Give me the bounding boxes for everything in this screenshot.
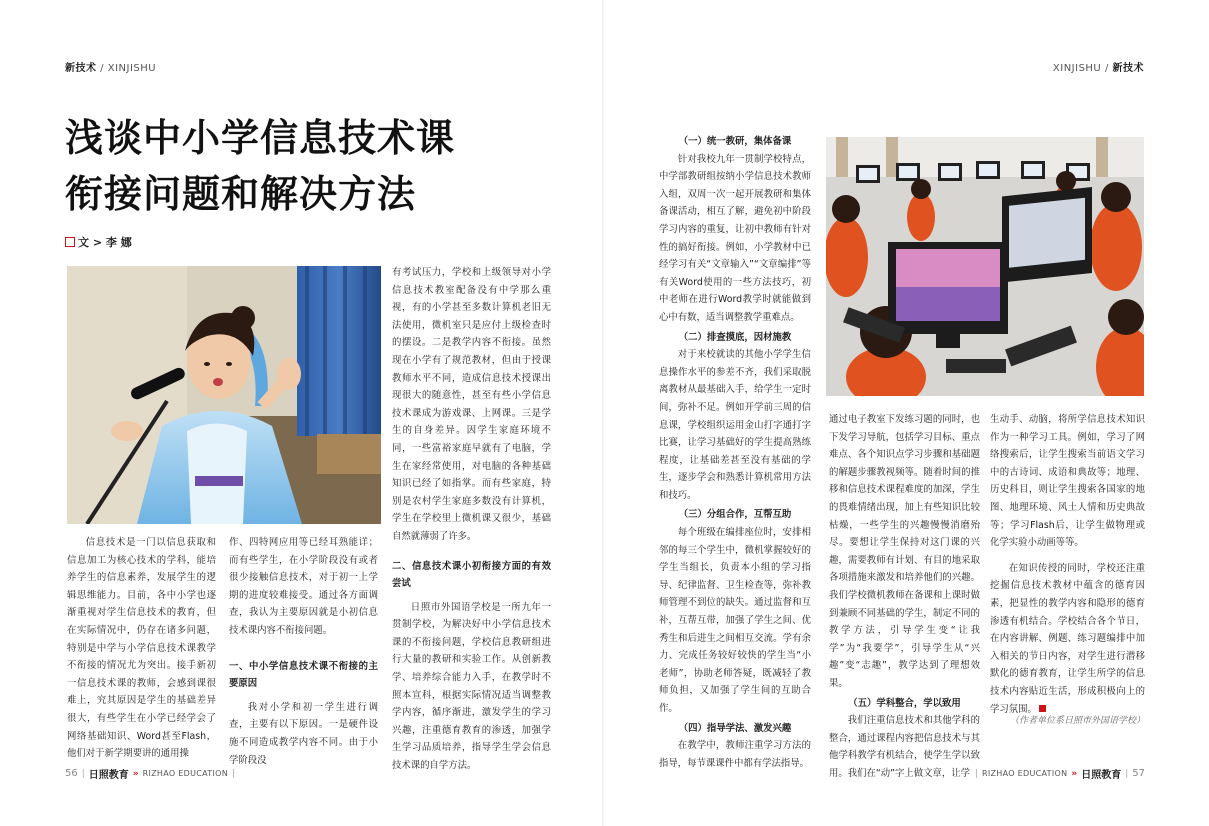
paragraph: 我对小学和初一学生进行调查，主要有以下原因。一是硬件设施不同造成教学内容不同。由于小学阶段没 [229,701,378,766]
subsection-heading: （五）学科整合，学以致用 [848,697,961,709]
end-of-article-icon [1039,705,1046,712]
paragraph-text: 在知识传授的同时，学校还注重挖掘信息技术教材中蕴含的德育因素，把显性的教学内容和隐形的德育渗透有机结合。学校结合各个节日，在内容讲解、例题、练习题编排中加入相关的节日内容，对学生进行潜移默化的德育教育，让学生所学的信息技术内容贴近生活，形成积极向上的学习氛围。 [990,562,1145,715]
photo-girl-singing [67,266,381,524]
text-column-1 [67,534,216,763]
section-name-en: XINJISHU [107,63,157,74]
magazine-name-en: RIZHAO EDUCATION [142,769,229,778]
photo-computer-class-image [826,137,1144,396]
text-column-3 [392,264,551,775]
running-header-right: XINJISHU / 新技术 [1052,63,1144,74]
article-title [65,110,565,222]
paragraph: 每个班级在编排座位时，安排相邻的每三个学生中，微机掌握较好的学生当组长，负责本小组的学习指导、纪律监督、卫生检查等，弥补教师管理不到位的缺失。通过监督和互补，互帮互带，加强了学生之间、优秀生和后进生之间相互交流。学有余力、完成任务较好较快的学生当“小老师”，协助老师答疑，既减轻了教师负担，又加强了学生间的互助合作。 [659,527,811,714]
text-column-4 [659,133,811,772]
paragraph: 对于来校就读的其他小学学生信息操作水平的参差不齐，我们采取脱离教材从最基础入手，给学生一定时间，弥补不足。例如开学前三周的信息课，学校组织运用金山打字通打字比赛，让学习基础好的学生提高熟练程度，让基础差甚至没有基础的学生，逐步学会和熟悉计算机常用方法和技巧。 [659,349,811,501]
title-line-2: 衔接问题和解决方法 [65,172,417,216]
photo-computer-class [826,137,1144,396]
running-header-left: 新技术 / XINJISHU [65,63,157,74]
divider: | [974,768,978,779]
paragraph: 日照市外国语学校是一所九年一贯制学校，为解决好中小学信息技术课的不衔接问题，学校信息教研组进行大量的教研和实验工作。从创新教学、培养综合能力入手，在教学时不照本宣科，根据实际情况适当调整教学内容，循序渐进，激发学生的学习兴趣，注重德育教育的渗透，加强学生学习品质培养，指导学生学会信息技术课的自学方法。 [392,601,551,772]
paragraph: 作、四特网应用等已经耳熟能详；而有些学生，在小学阶段没有或者很少接触信息技术，对于初一上学期的进度较难接受。通过各方面调查，我认为主要原因就是小初信息技术课内容不衔接问题。 [229,537,378,636]
text-column-5 [829,411,980,782]
section-heading-2: 二、信息技术课小初衔接方面的有效尝试 [392,560,551,590]
subsection-heading: （二）排查摸底，因材施教 [678,331,792,343]
text-column-6 [990,411,1145,718]
page-number: 57 [1132,768,1145,779]
photo-girl-singing-image [67,266,381,524]
section-name-cn: 新技术 [1112,63,1144,74]
double-arrow-icon: » [132,768,139,779]
author: 文 > 李 娜 [78,236,132,249]
footer-right [975,766,1145,781]
paragraph: 我们注重信息技术和其他学科的整合，通过课程内容把信息技术与其他学科教学有机结合，使学生学以致用。我们在“动”字上做文章，让学 [829,715,980,779]
byline [65,234,132,250]
paragraph-final [990,560,1145,718]
subsection-heading: （三）分组合作，互帮互助 [678,509,792,521]
footer-left [65,766,235,781]
subsection-heading: （一）统一教研，集体备课 [678,136,792,147]
divider: | [1125,768,1129,779]
paragraph: 在教学中，教师注重学习方法的指导，每节课课件中都有学法指导。 [659,740,811,769]
section-name-en: XINJISHU [1052,63,1102,74]
section-name-cn: 新技术 [65,63,97,74]
author-affiliation: （作者单位系日照市外国语学校） [1009,716,1145,726]
paragraph: 针对我校九年一贯制学校特点，中学部教研组按纳小学信息技术教师入组，双周一次一起开展教研和集体备课活动，相互了解，避免初中阶段学习内容的重复，让初中教师有针对性的搞好衔接。例如，小学教材中已经学习有关“文章输入”“文章编排”等有关Word使用的一些方法技巧，初中老师在进行Word教学时就能做到心中有数，适当调整教学重难点。 [659,153,811,323]
paragraph: 通过电子教室下发练习题的同时，也下发学习导航，包括学习目标、重点难点、各个知识点学习步骤和基础题的解题步骤教视频等。随着时间的推移和信息技术课程难度的加深，学生的畏难情绪出现，加上有些知识比较枯燥，一些学生的兴趣慢慢消磨殆尽。要想让学生保持对这门课的兴趣，需要教师有计划、有目的地采取各项措施来激发和培养他们的兴趣。我们学校微机教师在备课和上课时做到兼顾不同基础的学生，制定不同的教学方法，引导学生变“让我学”为“我要学”，引导学生从“兴趣”变“志趣”，教学达到了理想效果。 [829,414,980,689]
divider: | [81,768,85,779]
magazine-logo: 日照教育 [88,770,129,781]
magazine-logo: 日照教育 [1081,770,1122,781]
section-heading-1: 一、中小学信息技术课不衔接的主要原因 [229,660,378,690]
magazine-name-en: RIZHAO EDUCATION [981,769,1068,778]
double-arrow-icon: » [1071,768,1078,779]
paragraph: 生动手、动脑，将所学信息技术知识作为一种学习工具。例如，学习了网络搜索后，让学生搜索当前语文学习中的古诗词、成语和典故等；地理、历史科目，则让学生搜索各国家的地图、地理环境、风土人情和历史典故等；学习Flash后，让学生做物理或化学实验小动画等等。 [990,414,1145,549]
subsection-heading: （四）指导学法、激发兴趣 [678,722,792,734]
square-marker-icon [65,237,75,247]
page-number: 56 [65,768,78,779]
paragraph: 有考试压力，学校和上级领导对小学信息技术教室配备没有中学那么重视，有的小学甚至多数计算机老旧无法使用，微机室只是应付上级检查时的摆设。二是教学内容不衔接。虽然现在小学有了规范教材，但由于授课教师水平不同，造成信息技术授课出现很大的随意性，甚至有些小学信息技术课成为游戏课、上网课。三是学生的自身差异。因学生家庭环境不同，一些富裕家庭早就有了电脑，学生在家经常使用，对电脑的各种基础知识已经了如指掌。而有些家庭，特别是农村学生家庭多数没有计算机，学生在学校里上微机课又很少，基础自然就薄弱了许多。 [392,267,551,542]
divider: | [232,768,236,779]
paragraph: 信息技术是一门以信息获取和信息加工为核心技术的学科，能培养学生的信息素养，发展学生的逻辑思维能力。目前，各中小学也逐渐重视对学生信息技术的教育，但在实际情况中，仍存在诸多问题，特别是中学与小学信息技术课教学不衔接的情况尤为突出。接手新初一信息技术课的教师，会感到课很难上，究其原因是学生的基础差异很大，有些学生在小学已经学会了网络基础知识、Word甚至Flash，他们对于新学期要讲的通用操 [67,537,216,760]
title-line-1: 浅谈中小学信息技术课 [65,116,456,160]
left-page [0,0,604,826]
text-column-2 [229,534,378,769]
